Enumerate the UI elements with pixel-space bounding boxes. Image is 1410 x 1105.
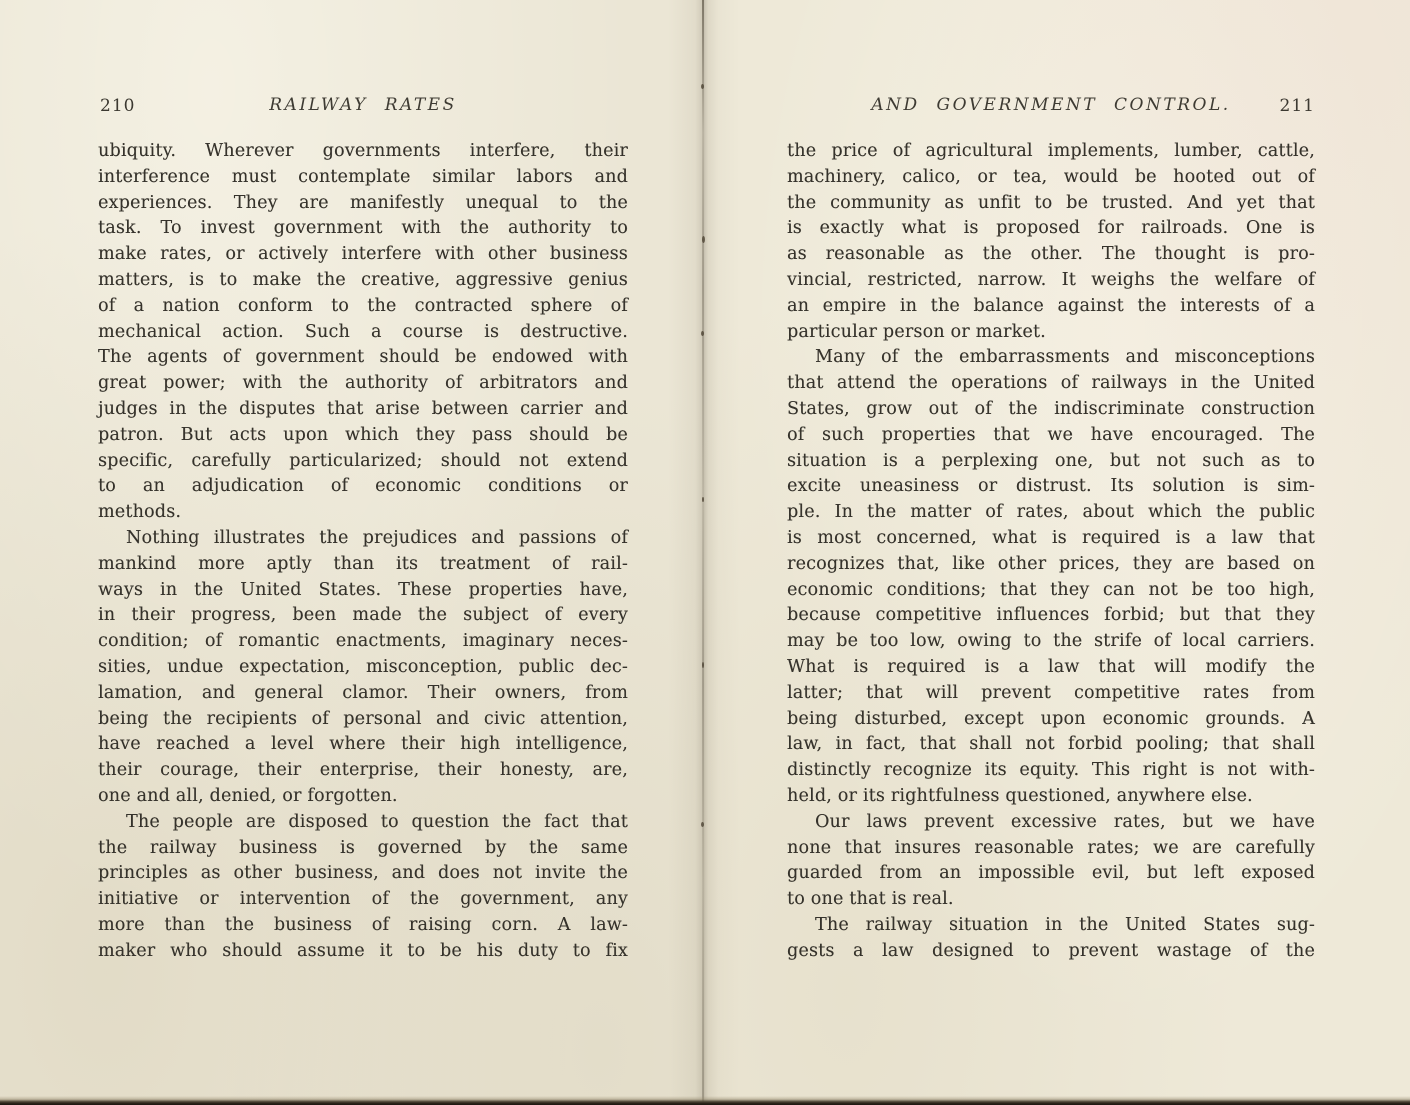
text-line: experiences. They are manifestly unequal to the [98,192,628,213]
text-line: lamation, and general clamor. Their owners, from [98,682,628,703]
text-line: distinctly recognize its equity. This right is not with- [787,760,1315,781]
text-line: ways in the United States. These properties have, [98,579,628,600]
text-line: in their progress, been made the subject of every [98,605,628,626]
text-line: being disturbed, except upon economic grounds. A [787,708,1315,729]
text-line: gests a law designed to prevent wastage of the [787,940,1315,961]
text-line: initiative or intervention of the government, any [98,889,628,910]
text-line: as reasonable as the other. The thought is pro- [787,244,1315,265]
page-number: 210 [100,96,136,116]
text-line: specific, carefully particularized; should not extend [98,450,628,471]
left-page-header [98,95,628,121]
gutter-speck [702,236,705,243]
text-line: because competitive influences forbid; but that they [787,605,1315,626]
gutter-speck [702,662,704,668]
text-line: condition; of romantic enactments, imaginary neces- [98,631,628,652]
gutter-speck [701,822,704,827]
text-line: the railway business is governed by the same [98,837,628,858]
paragraph [787,345,1315,809]
text-line: maker who should assume it to be his duty to fix [98,940,628,961]
text-line: The railway situation in the United States sug- [815,914,1315,935]
text-line: make rates, or actively interfere with other business [98,244,628,265]
text-line: is exactly what is proposed for railroads. One is [787,218,1315,239]
text-line: economic conditions; that they can not be too high, [787,579,1315,600]
text-line: task. To invest government with the authority to [98,218,628,239]
paragraph [98,526,628,810]
paragraph [787,913,1315,965]
text-line: being the recipients of personal and civic attention, [98,708,628,729]
text-line: that attend the operations of railways in the United [787,373,1315,394]
text-line: The agents of government should be endowed with [98,347,628,368]
text-line: is most concerned, what is required is a law that [787,527,1315,548]
paragraph [98,810,628,965]
text-line: interference must contemplate similar labors and [98,166,628,187]
text-line: law, in fact, that shall not forbid pooling; that shall [787,734,1315,755]
text-line: States, grow out of the indiscriminate construction [787,398,1315,419]
text-line: ubiquity. Wherever governments interfere, their [98,141,628,161]
page-body [787,139,1315,965]
text-line: an empire in the balance against the interests of a [787,295,1315,316]
text-line: Many of the embarrassments and misconceptions [815,347,1315,368]
text-line: to one that is real. [787,889,954,910]
right-page-header [787,95,1315,121]
text-line: judges in the disputes that arise between carrier and [98,398,628,419]
text-line: machinery, calico, or tea, would be hooted out of [787,166,1315,187]
gutter-speck [702,497,704,502]
text-line: Our laws prevent excessive rates, but we have [815,811,1315,832]
right-page [705,0,1410,1105]
text-line: principles as other business, and does not invite the [98,863,628,884]
text-line: patron. But acts upon which they pass should be [98,424,628,445]
text-line: sities, undue expectation, misconception, public dec- [98,656,628,677]
text-line: the price of agricultural implements, lumber, cattle, [787,141,1315,161]
text-line: particular person or market. [787,321,1046,342]
page-body [98,139,628,965]
text-line: held, or its rightfulness questioned, anywhere else. [787,785,1253,806]
text-line: more than the business of raising corn. A law- [98,914,628,935]
text-line: situation is a perplexing one, but not such as to [787,450,1315,471]
text-line: Nothing illustrates the prejudices and passions of [126,527,628,548]
text-line: methods. [98,502,182,523]
text-line: What is required is a law that will modify the [787,656,1315,677]
page-number: 211 [1279,96,1315,116]
text-line: have reached a level where their high intelligence, [98,734,628,755]
running-header: AND GOVERNMENT CONTROL. [871,95,1231,115]
text-line: recognizes that, like other prices, they are based on [787,553,1315,574]
paragraph [98,139,628,526]
text-line: to an adjudication of economic conditions or [98,476,628,497]
text-line: mechanical action. Such a course is destructive. [98,321,628,342]
text-line: their courage, their enterprise, their honesty, are, [98,760,628,781]
text-line: The people are disposed to question the fact that [126,811,628,832]
text-line: latter; that will prevent competitive rates from [787,682,1315,703]
gutter-speck [701,84,704,89]
text-line: matters, is to make the creative, aggressive genius [98,269,628,290]
paragraph [787,139,1315,345]
gutter-speck [701,331,704,336]
running-header: RAILWAY RATES [269,95,457,115]
text-line: may be too low, owing to the strife of local carriers. [787,631,1315,652]
text-line: the community as unfit to be trusted. And yet that [787,192,1315,213]
text-line: of such properties that we have encouraged. The [787,424,1315,445]
text-line: one and all, denied, or forgotten. [98,785,398,806]
text-line: guarded from an impossible evil, but left exposed [787,863,1315,884]
text-line: excite uneasiness or distrust. Its solution is sim- [787,476,1315,497]
text-line: of a nation conform to the contracted sphere of [98,295,628,316]
text-line: ple. In the matter of rates, about which the public [787,502,1315,523]
text-line: mankind more aptly than its treatment of rail- [98,553,628,574]
paragraph [787,810,1315,913]
text-line: vincial, restricted, narrow. It weighs the welfare of [787,269,1315,290]
text-line: great power; with the authority of arbitrators and [98,373,628,394]
text-line: none that insures reasonable rates; we are carefully [787,837,1315,858]
